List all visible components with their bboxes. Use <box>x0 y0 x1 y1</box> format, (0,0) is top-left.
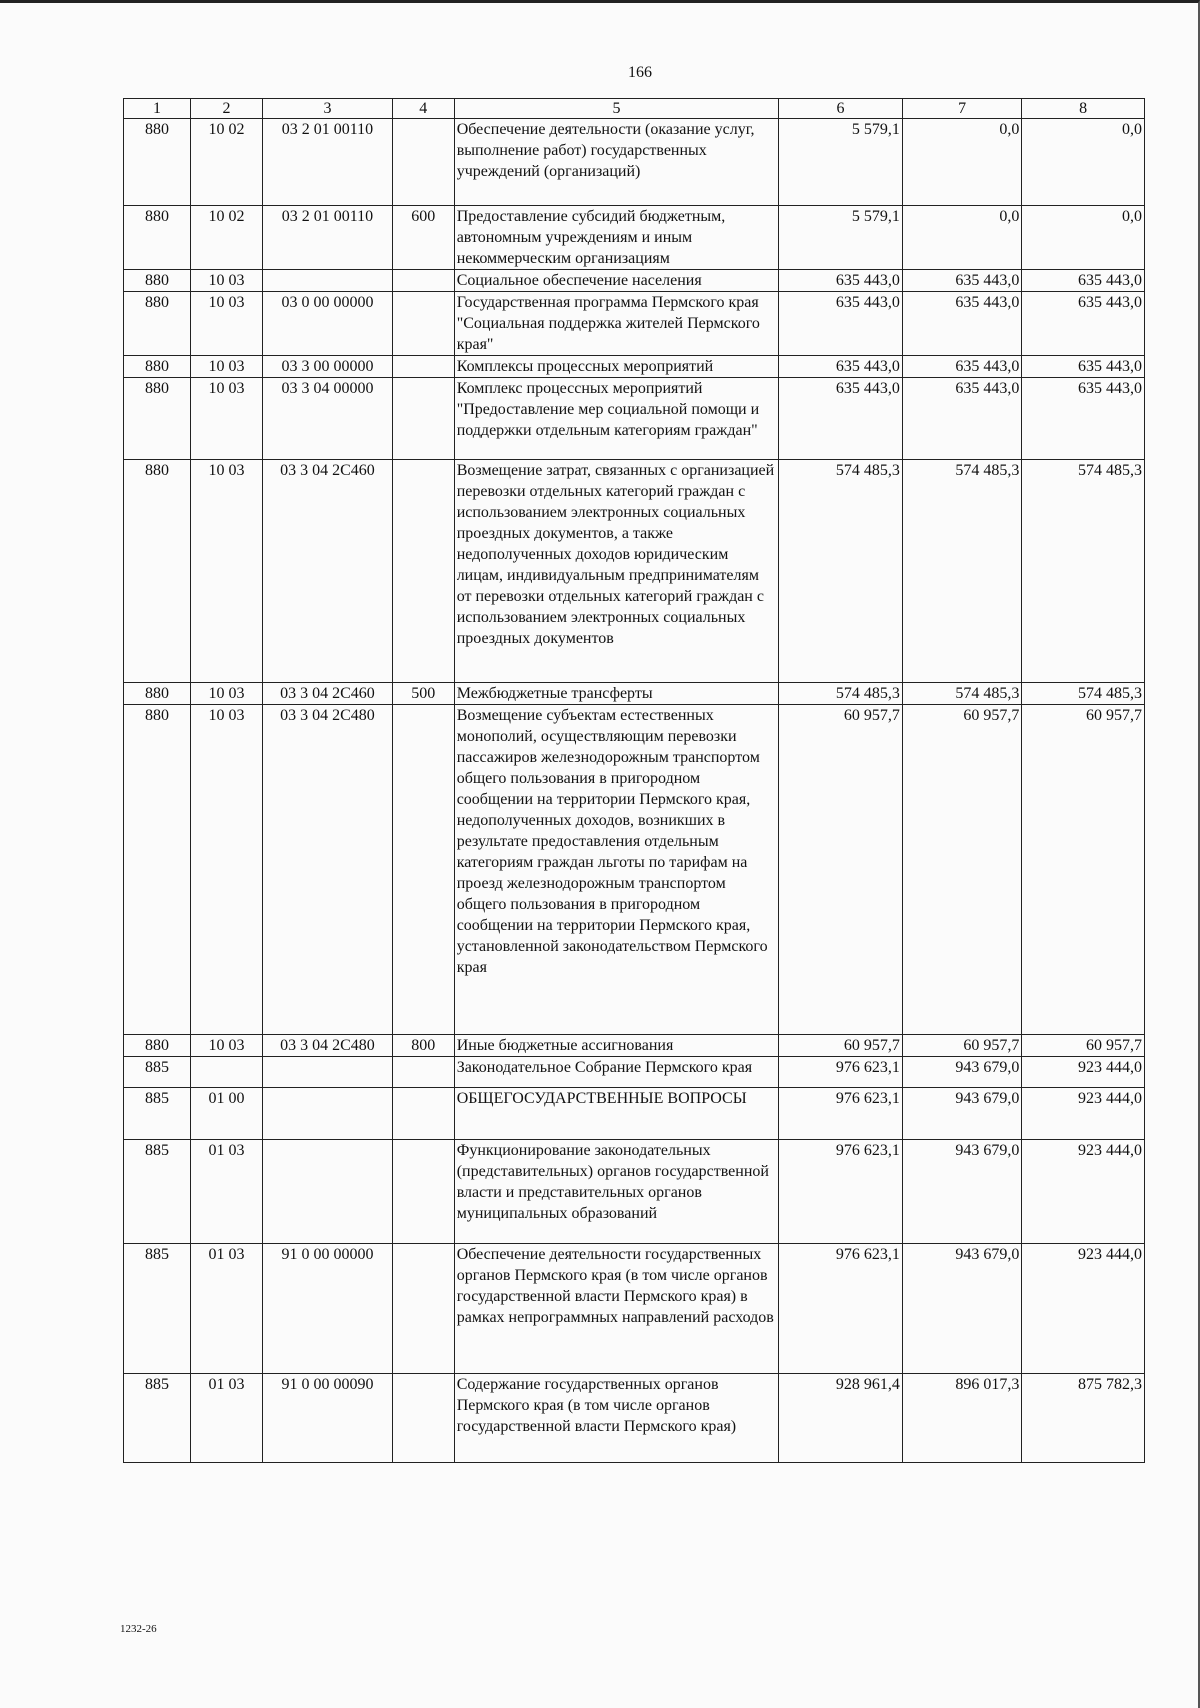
cell-target-article <box>263 1057 393 1088</box>
cell-amount-year2: 635 443,0 <box>902 356 1022 378</box>
cell-amount-year1: 976 623,1 <box>779 1057 903 1088</box>
cell-description: Законодательное Собрание Пермского края <box>454 1057 779 1088</box>
cell-section-code: 10 03 <box>190 292 262 356</box>
cell-target-article: 03 3 04 2С480 <box>263 705 393 1035</box>
cell-expense-type <box>392 460 454 683</box>
cell-description: Предоставление субсидий бюджетным, автономным учреждениям и иным некоммерческим организациям <box>454 206 779 270</box>
cell-amount-year2: 0,0 <box>902 119 1022 206</box>
cell-section-code: 10 03 <box>190 1035 262 1057</box>
cell-target-article <box>263 270 393 292</box>
cell-amount-year3: 923 444,0 <box>1022 1057 1145 1088</box>
cell-amount-year3: 875 782,3 <box>1022 1374 1145 1463</box>
budget-table <box>123 98 1145 1463</box>
cell-chapter-code: 880 <box>124 378 191 460</box>
cell-target-article: 03 3 04 2С480 <box>263 1035 393 1057</box>
cell-amount-year1: 635 443,0 <box>779 270 903 292</box>
table-row <box>124 1035 1145 1057</box>
cell-amount-year1: 635 443,0 <box>779 378 903 460</box>
cell-expense-type <box>392 1088 454 1140</box>
table-row <box>124 356 1145 378</box>
cell-description: Возмещение субъектам естественных монополий, осуществляющим перевозки пассажиров железнодорожным транспортом общего пользования в пригородном сообщении на территории Пермского края, недополученных доходов, возникших в результате предоставления отдельным категориям граждан льготы по тарифам на проезд железнодорожным транспортом общего пользования в пригородном сообщении на территории Пермского края, установленной законодательством Пермского края <box>454 705 779 1035</box>
cell-amount-year3: 60 957,7 <box>1022 1035 1145 1057</box>
column-header: 1 <box>124 99 191 119</box>
cell-expense-type <box>392 1244 454 1374</box>
column-header: 6 <box>779 99 903 119</box>
cell-target-article <box>263 1140 393 1244</box>
cell-amount-year3: 0,0 <box>1022 119 1145 206</box>
cell-amount-year1: 976 623,1 <box>779 1244 903 1374</box>
table-row <box>124 1140 1145 1244</box>
cell-expense-type <box>392 119 454 206</box>
table-body <box>124 119 1145 1463</box>
cell-amount-year2: 896 017,3 <box>902 1374 1022 1463</box>
cell-chapter-code: 885 <box>124 1140 191 1244</box>
table-row <box>124 206 1145 270</box>
cell-amount-year2: 635 443,0 <box>902 292 1022 356</box>
column-header: 8 <box>1022 99 1145 119</box>
cell-expense-type <box>392 270 454 292</box>
cell-expense-type <box>392 356 454 378</box>
cell-target-article: 03 3 00 00000 <box>263 356 393 378</box>
table-row <box>124 119 1145 206</box>
cell-amount-year2: 60 957,7 <box>902 1035 1022 1057</box>
cell-chapter-code: 880 <box>124 460 191 683</box>
cell-chapter-code: 885 <box>124 1244 191 1374</box>
cell-amount-year3: 923 444,0 <box>1022 1088 1145 1140</box>
column-header: 3 <box>263 99 393 119</box>
cell-description: Комплексы процессных мероприятий <box>454 356 779 378</box>
cell-amount-year1: 928 961,4 <box>779 1374 903 1463</box>
cell-target-article: 03 2 01 00110 <box>263 119 393 206</box>
cell-section-code: 10 03 <box>190 270 262 292</box>
cell-description: Обеспечение деятельности государственных органов Пермского края (в том числе органов государственной власти Пермского края) в рамках непрограммных направлений расходов <box>454 1244 779 1374</box>
cell-section-code: 01 03 <box>190 1140 262 1244</box>
cell-section-code: 10 03 <box>190 683 262 705</box>
cell-amount-year1: 5 579,1 <box>779 206 903 270</box>
column-header: 5 <box>454 99 779 119</box>
cell-section-code: 01 03 <box>190 1244 262 1374</box>
cell-section-code: 10 03 <box>190 460 262 683</box>
cell-amount-year1: 635 443,0 <box>779 292 903 356</box>
cell-amount-year1: 976 623,1 <box>779 1140 903 1244</box>
cell-amount-year3: 635 443,0 <box>1022 378 1145 460</box>
cell-amount-year2: 943 679,0 <box>902 1057 1022 1088</box>
cell-chapter-code: 880 <box>124 270 191 292</box>
table-row <box>124 1244 1145 1374</box>
table-row <box>124 1088 1145 1140</box>
table-row <box>124 460 1145 683</box>
cell-chapter-code: 880 <box>124 119 191 206</box>
cell-section-code: 01 00 <box>190 1088 262 1140</box>
cell-expense-type: 800 <box>392 1035 454 1057</box>
column-header: 2 <box>190 99 262 119</box>
cell-target-article: 03 0 00 00000 <box>263 292 393 356</box>
footer-code: 1232-26 <box>120 1623 157 1635</box>
cell-target-article: 91 0 00 00090 <box>263 1374 393 1463</box>
cell-target-article: 03 3 04 2С460 <box>263 683 393 705</box>
cell-description: Функционирование законодательных (представительных) органов государственной власти и представительных органов муниципальных образований <box>454 1140 779 1244</box>
cell-amount-year2: 635 443,0 <box>902 378 1022 460</box>
cell-amount-year1: 60 957,7 <box>779 705 903 1035</box>
cell-description: Обеспечение деятельности (оказание услуг, выполнение работ) государственных учреждений (организаций) <box>454 119 779 206</box>
cell-description: Социальное обеспечение населения <box>454 270 779 292</box>
table-row <box>124 1374 1145 1463</box>
table-row <box>124 270 1145 292</box>
cell-chapter-code: 880 <box>124 206 191 270</box>
cell-amount-year3: 923 444,0 <box>1022 1140 1145 1244</box>
cell-section-code: 01 03 <box>190 1374 262 1463</box>
cell-target-article: 03 3 04 2С460 <box>263 460 393 683</box>
cell-amount-year3: 635 443,0 <box>1022 292 1145 356</box>
cell-chapter-code: 885 <box>124 1374 191 1463</box>
cell-target-article: 03 2 01 00110 <box>263 206 393 270</box>
table-row <box>124 1057 1145 1088</box>
cell-chapter-code: 885 <box>124 1088 191 1140</box>
cell-amount-year1: 574 485,3 <box>779 683 903 705</box>
cell-amount-year2: 635 443,0 <box>902 270 1022 292</box>
cell-target-article: 03 3 04 00000 <box>263 378 393 460</box>
cell-amount-year3: 574 485,3 <box>1022 460 1145 683</box>
cell-amount-year3: 574 485,3 <box>1022 683 1145 705</box>
cell-section-code <box>190 1057 262 1088</box>
cell-amount-year3: 0,0 <box>1022 206 1145 270</box>
cell-chapter-code: 880 <box>124 292 191 356</box>
cell-expense-type <box>392 705 454 1035</box>
cell-amount-year2: 943 679,0 <box>902 1140 1022 1244</box>
cell-amount-year2: 943 679,0 <box>902 1088 1022 1140</box>
cell-amount-year2: 574 485,3 <box>902 683 1022 705</box>
page-number: 166 <box>628 64 652 81</box>
cell-expense-type <box>392 1374 454 1463</box>
cell-amount-year1: 60 957,7 <box>779 1035 903 1057</box>
cell-section-code: 10 02 <box>190 119 262 206</box>
cell-amount-year3: 60 957,7 <box>1022 705 1145 1035</box>
cell-description: ОБЩЕГОСУДАРСТВЕННЫЕ ВОПРОСЫ <box>454 1088 779 1140</box>
cell-description: Государственная программа Пермского края "Социальная поддержка жителей Пермского края" <box>454 292 779 356</box>
column-header: 4 <box>392 99 454 119</box>
cell-amount-year3: 635 443,0 <box>1022 356 1145 378</box>
cell-description: Комплекс процессных мероприятий "Предоставление мер социальной помощи и поддержки отдельным категориям граждан" <box>454 378 779 460</box>
cell-amount-year2: 574 485,3 <box>902 460 1022 683</box>
cell-amount-year3: 923 444,0 <box>1022 1244 1145 1374</box>
cell-expense-type <box>392 1140 454 1244</box>
cell-amount-year3: 635 443,0 <box>1022 270 1145 292</box>
cell-chapter-code: 880 <box>124 1035 191 1057</box>
cell-chapter-code: 880 <box>124 705 191 1035</box>
cell-expense-type: 600 <box>392 206 454 270</box>
cell-amount-year1: 976 623,1 <box>779 1088 903 1140</box>
cell-amount-year1: 574 485,3 <box>779 460 903 683</box>
cell-description: Иные бюджетные ассигнования <box>454 1035 779 1057</box>
cell-target-article <box>263 1088 393 1140</box>
table-row <box>124 705 1145 1035</box>
table-row <box>124 683 1145 705</box>
table-header-row <box>124 99 1145 119</box>
table-row <box>124 292 1145 356</box>
cell-description: Содержание государственных органов Пермского края (в том числе органов государственной власти Пермского края) <box>454 1374 779 1463</box>
cell-chapter-code: 880 <box>124 683 191 705</box>
cell-expense-type <box>392 378 454 460</box>
cell-description: Возмещение затрат, связанных с организацией перевозки отдельных категорий граждан с использованием электронных социальных проездных документов, а также недополученных доходов юридическим лицам, индивидуальным предпринимателям от перевозки отдельных категорий граждан с использованием электронных социальных проездных документов <box>454 460 779 683</box>
cell-amount-year1: 635 443,0 <box>779 356 903 378</box>
cell-chapter-code: 880 <box>124 356 191 378</box>
cell-section-code: 10 03 <box>190 378 262 460</box>
cell-description: Межбюджетные трансферты <box>454 683 779 705</box>
cell-amount-year2: 0,0 <box>902 206 1022 270</box>
cell-target-article: 91 0 00 00000 <box>263 1244 393 1374</box>
cell-chapter-code: 885 <box>124 1057 191 1088</box>
cell-amount-year2: 943 679,0 <box>902 1244 1022 1374</box>
cell-expense-type: 500 <box>392 683 454 705</box>
cell-expense-type <box>392 292 454 356</box>
column-header: 7 <box>902 99 1022 119</box>
cell-section-code: 10 02 <box>190 206 262 270</box>
cell-section-code: 10 03 <box>190 705 262 1035</box>
cell-expense-type <box>392 1057 454 1088</box>
cell-amount-year2: 60 957,7 <box>902 705 1022 1035</box>
cell-section-code: 10 03 <box>190 356 262 378</box>
cell-amount-year1: 5 579,1 <box>779 119 903 206</box>
table-row <box>124 378 1145 460</box>
